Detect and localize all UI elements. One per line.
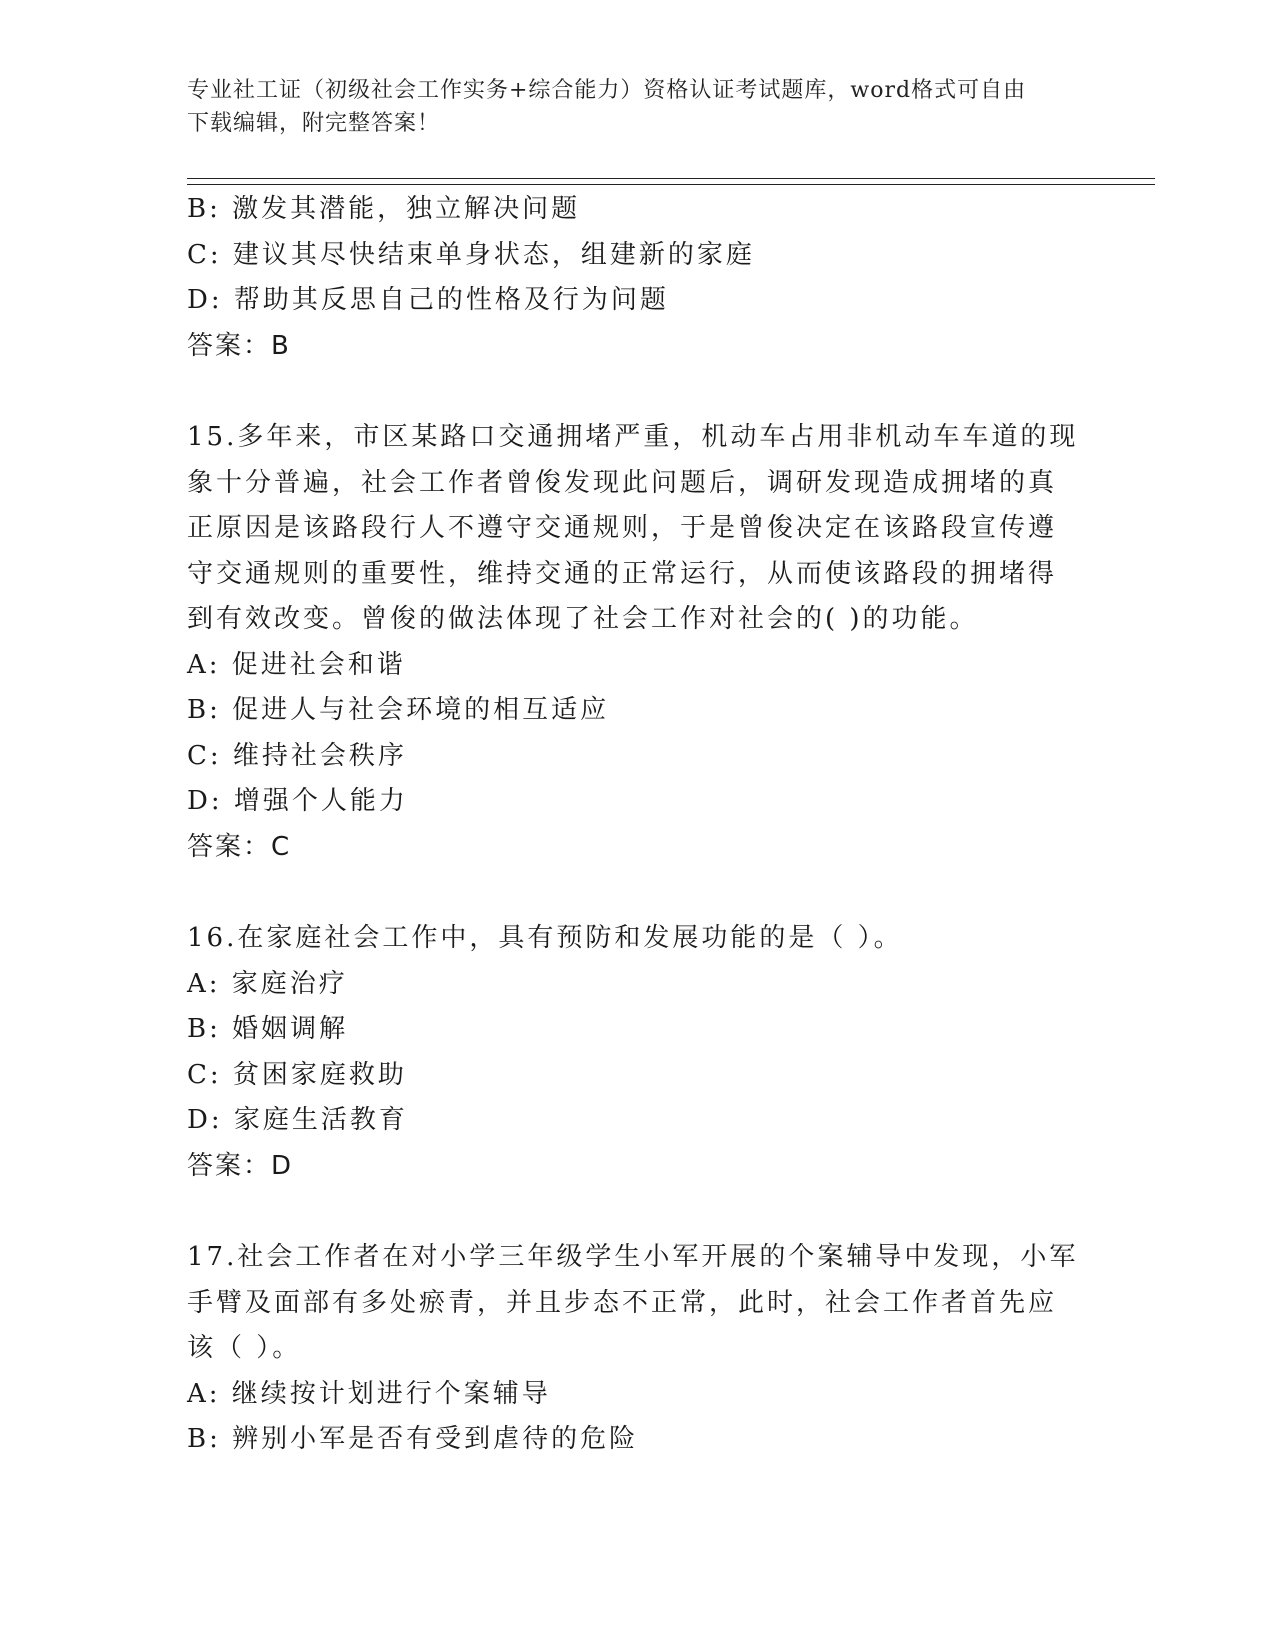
spacer [187, 870, 1087, 916]
question-17 [187, 1235, 1087, 1463]
spacer [187, 369, 1087, 415]
question-14 [187, 187, 1087, 369]
option-a: A: 家庭治疗 [187, 968, 348, 999]
answer: 答案：B [187, 330, 291, 361]
question-stem-line: 16.在家庭社会工作中，具有预防和发展功能的是（ ）。 [187, 923, 903, 953]
header-rule-top [187, 178, 1155, 179]
question-stem-line: 到有效改变。曾俊的做法体现了社会工作对社会的( )的功能。 [187, 604, 979, 634]
option-d: D: 帮助其反思自己的性格及行为问题 [187, 285, 669, 315]
option-a: A: 促进社会和谐 [187, 649, 406, 680]
question-stem-line: 象十分普遍，社会工作者曾俊发现此问题后，调研发现造成拥堵的真 [187, 467, 1058, 498]
header-line-2: 下载编辑，附完整答案！ [187, 111, 441, 136]
question-stem-line: 17.社会工作者在对小学三年级学生小军开展的个案辅导中发现，小军 [187, 1242, 1079, 1272]
question-stem-line: 守交通规则的重要性，维持交通的正常运行，从而使该路段的拥堵得 [187, 558, 1058, 589]
document-header [187, 74, 1087, 140]
question-stem-line: 该（ ）。 [187, 1333, 302, 1363]
option-d: D: 家庭生活教育 [187, 1105, 408, 1135]
option-d: D: 增强个人能力 [187, 786, 408, 816]
question-16 [187, 916, 1087, 1189]
question-stem-line: 正原因是该路段行人不遵守交通规则，于是曾俊决定在该路段宣传遵 [187, 513, 1058, 543]
question-stem-line: 手臂及面部有多处瘀青，并且步态不正常，此时，社会工作者首先应 [187, 1287, 1058, 1318]
header-line-1: 专业社工证（初级社会工作实务+综合能力）资格认证考试题库，word格式可自由 [187, 78, 1027, 103]
header-rule-bottom [187, 184, 1155, 185]
option-b: B: 促进人与社会环境的相互适应 [187, 695, 610, 725]
question-stem-line: 15.多年来，市区某路口交通拥堵严重，机动车占用非机动车车道的现 [187, 422, 1079, 452]
answer: 答案：D [187, 1150, 294, 1181]
option-c: C: 建议其尽快结束单身状态，组建新的家庭 [187, 239, 755, 270]
option-c: C: 维持社会秩序 [187, 740, 407, 771]
question-15 [187, 415, 1087, 870]
document-body [187, 187, 1087, 1463]
spacer [187, 1189, 1087, 1235]
answer: 答案：C [187, 831, 292, 862]
option-b: B: 辨别小军是否有受到虐待的危险 [187, 1424, 639, 1454]
option-b: B: 婚姻调解 [187, 1014, 349, 1044]
option-b: B: 激发其潜能，独立解决问题 [187, 194, 581, 224]
option-a: A: 继续按计划进行个案辅导 [187, 1378, 551, 1409]
option-c: C: 贫困家庭救助 [187, 1059, 407, 1090]
